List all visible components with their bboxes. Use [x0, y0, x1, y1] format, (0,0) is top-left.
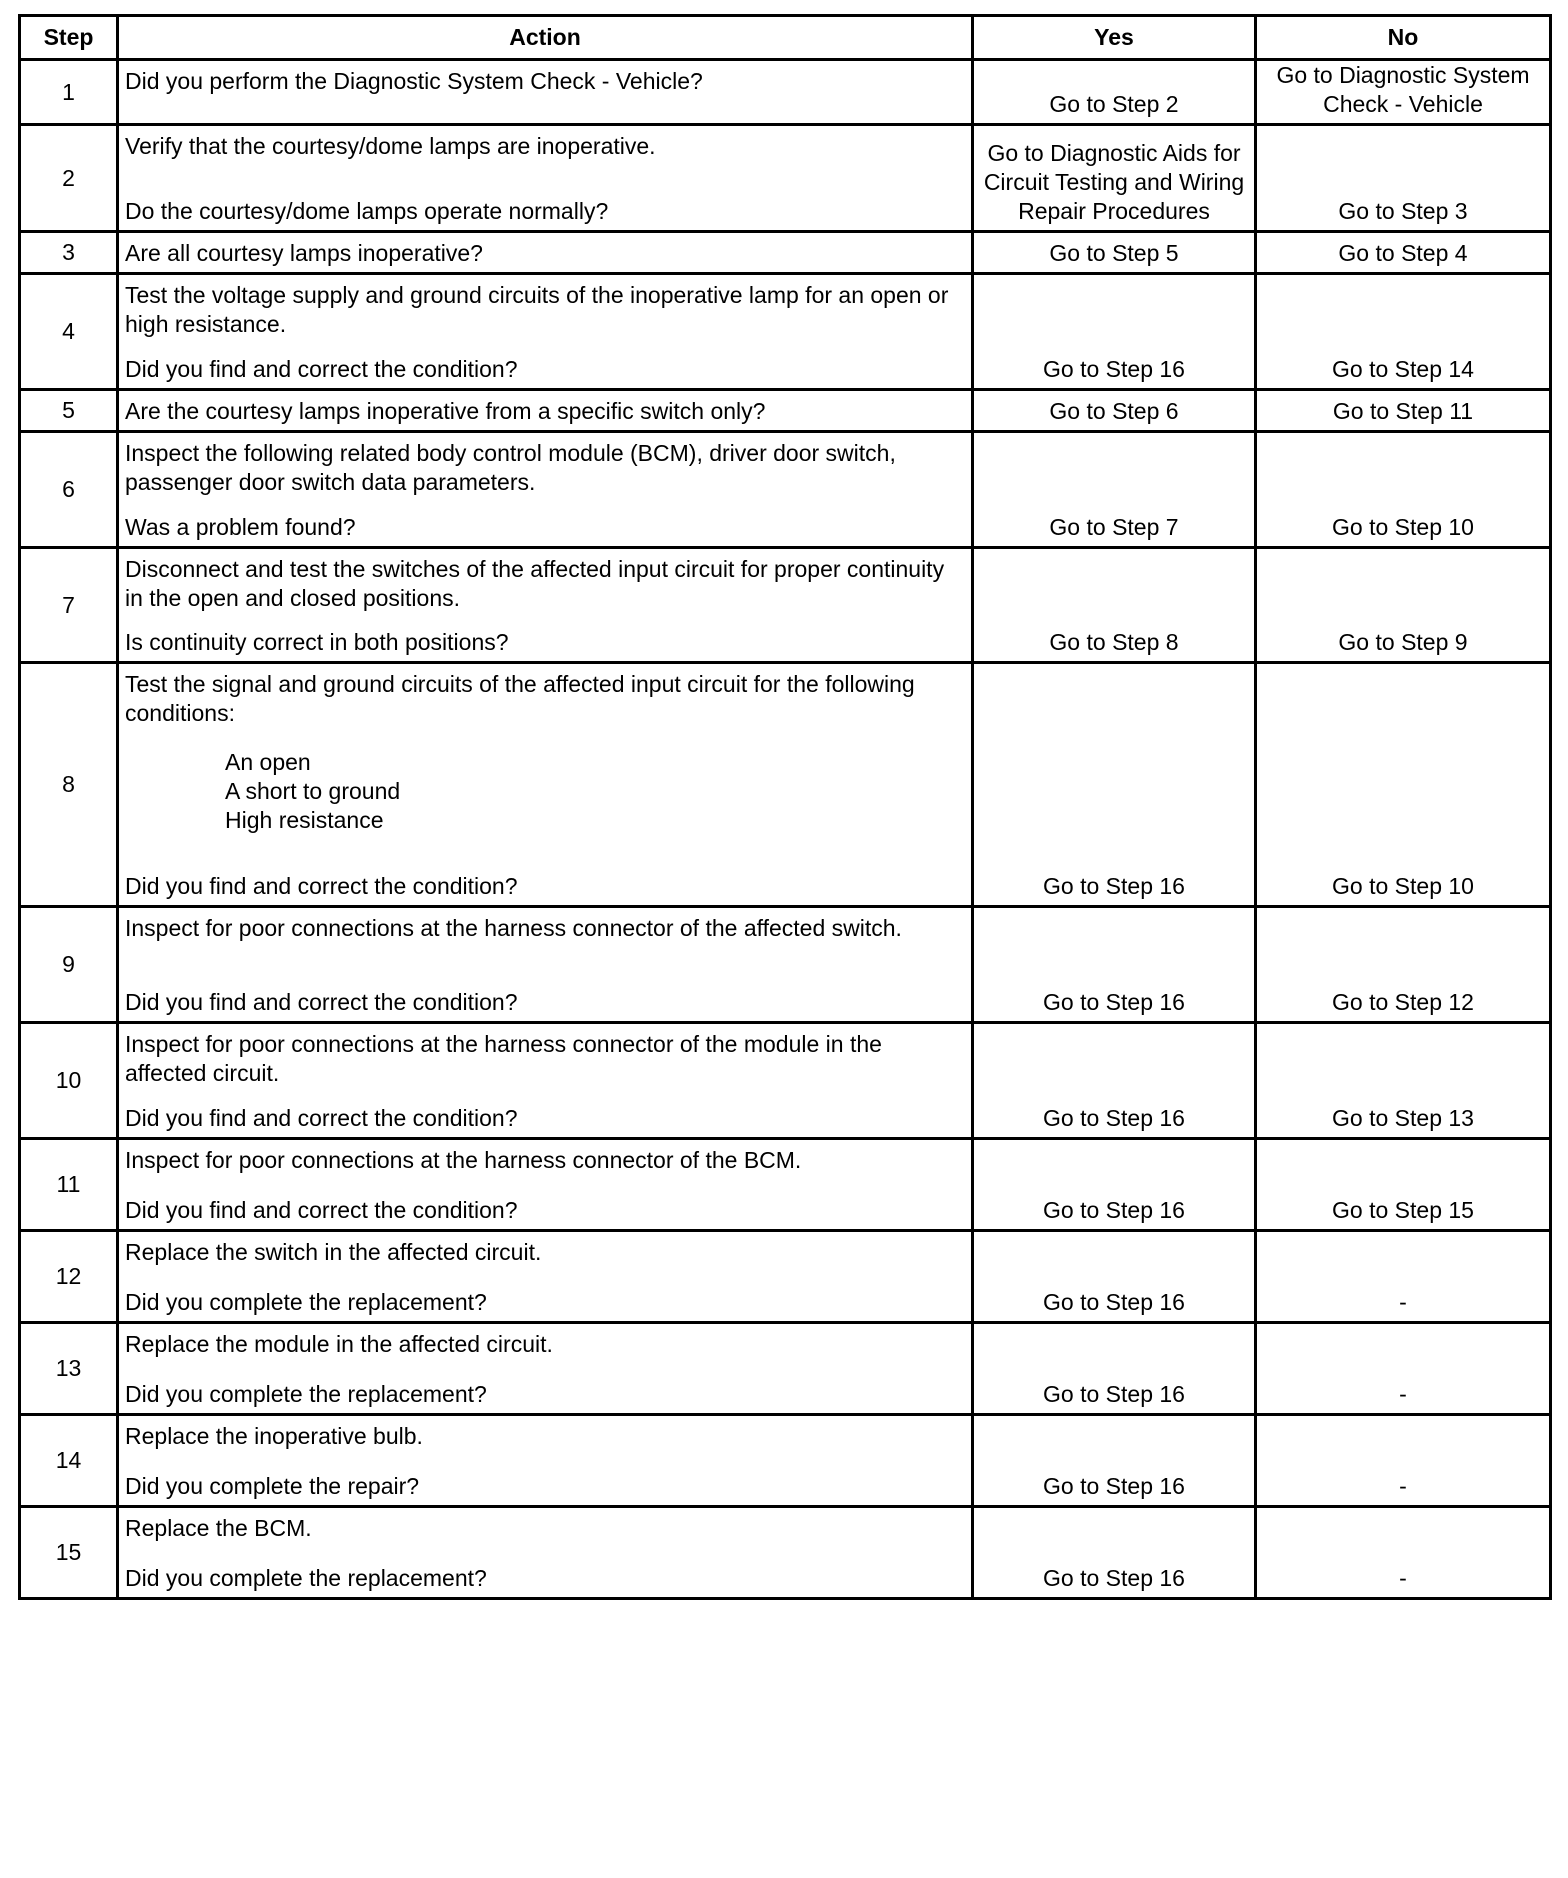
- no-result-cell: -: [1256, 1323, 1551, 1415]
- action-cell: [118, 1139, 973, 1231]
- action-cell: [118, 274, 973, 390]
- action-question-text: Was a problem found?: [125, 514, 356, 540]
- step-number-cell: 1: [20, 60, 118, 125]
- table-row: [20, 663, 1551, 907]
- table-row: [20, 548, 1551, 663]
- action-question-text: Did you find and correct the condition?: [125, 356, 518, 382]
- table-row: [20, 60, 1551, 125]
- step-number-cell: 10: [20, 1023, 118, 1139]
- action-cell: [118, 1231, 973, 1323]
- no-result-cell: Go to Step 3: [1256, 125, 1551, 232]
- action-instruction-text: Test the voltage supply and ground circuits of the inoperative lamp for an open or high resistance.: [125, 282, 949, 337]
- action-instruction-text: Inspect for poor connections at the harness connector of the affected switch.: [125, 915, 902, 941]
- table-row: [20, 1023, 1551, 1139]
- action-question-text: Did you complete the repair?: [125, 1473, 420, 1499]
- action-question-text: Is continuity correct in both positions?: [125, 629, 509, 655]
- yes-result-cell: Go to Step 6: [973, 390, 1256, 432]
- action-cell: [118, 1415, 973, 1507]
- action-cell: [118, 232, 973, 274]
- step-number-cell: 14: [20, 1415, 118, 1507]
- action-cell: [118, 1023, 973, 1139]
- header-no: No: [1256, 16, 1551, 60]
- header-yes: Yes: [973, 16, 1256, 60]
- yes-result-cell: Go to Diagnostic Aids for Circuit Testing and Wiring Repair Procedures: [973, 125, 1256, 232]
- action-instruction-text: Inspect for poor connections at the harness connector of the BCM.: [125, 1147, 802, 1173]
- no-result-cell: Go to Step 4: [1256, 232, 1551, 274]
- diagnostic-table: [18, 14, 1552, 1600]
- no-result-cell: Go to Step 15: [1256, 1139, 1551, 1231]
- table-row: [20, 274, 1551, 390]
- action-question-text: Do the courtesy/dome lamps operate normally?: [125, 198, 609, 224]
- header-row: [20, 16, 1551, 60]
- no-result-cell: Go to Step 13: [1256, 1023, 1551, 1139]
- no-result-cell: -: [1256, 1231, 1551, 1323]
- yes-result-cell: Go to Step 16: [973, 1507, 1256, 1599]
- action-question-text: Did you complete the replacement?: [125, 1381, 487, 1407]
- table-row: [20, 1139, 1551, 1231]
- step-number-cell: 8: [20, 663, 118, 907]
- yes-result-cell: Go to Step 16: [973, 1415, 1256, 1507]
- yes-result-cell: Go to Step 16: [973, 1023, 1256, 1139]
- action-instruction-text: Are the courtesy lamps inoperative from a specific switch only?: [125, 398, 766, 424]
- no-result-cell: Go to Step 9: [1256, 548, 1551, 663]
- step-number-cell: 6: [20, 432, 118, 548]
- yes-result-cell: Go to Step 16: [973, 663, 1256, 907]
- table-row: [20, 390, 1551, 432]
- action-instruction-text: Inspect the following related body control module (BCM), driver door switch, passenger door switch data parameters.: [125, 440, 896, 495]
- action-cell: [118, 1507, 973, 1599]
- yes-result-cell: Go to Step 16: [973, 1323, 1256, 1415]
- condition-list: [125, 748, 967, 835]
- table-row: [20, 1415, 1551, 1507]
- action-cell: [118, 60, 973, 125]
- step-number-cell: 2: [20, 125, 118, 232]
- no-result-cell: -: [1256, 1415, 1551, 1507]
- condition-list-item: A short to ground: [225, 778, 401, 804]
- action-instruction-text: Replace the switch in the affected circuit.: [125, 1239, 542, 1265]
- yes-result-cell: Go to Step 16: [973, 1231, 1256, 1323]
- step-number-cell: 13: [20, 1323, 118, 1415]
- action-question-text: Did you find and correct the condition?: [125, 873, 518, 899]
- table-row: [20, 907, 1551, 1023]
- action-cell: [118, 1323, 973, 1415]
- table-row: [20, 1231, 1551, 1323]
- yes-result-cell: Go to Step 16: [973, 907, 1256, 1023]
- yes-result-cell: Go to Step 16: [973, 274, 1256, 390]
- no-result-cell: -: [1256, 1507, 1551, 1599]
- action-question-text: Did you find and correct the condition?: [125, 1105, 518, 1131]
- action-question-text: Did you complete the replacement?: [125, 1289, 487, 1315]
- action-instruction-text: Replace the BCM.: [125, 1515, 312, 1541]
- action-instruction-text: Verify that the courtesy/dome lamps are inoperative.: [125, 133, 656, 159]
- action-cell: [118, 548, 973, 663]
- action-instruction-text: Are all courtesy lamps inoperative?: [125, 240, 483, 266]
- yes-result-cell: Go to Step 7: [973, 432, 1256, 548]
- step-number-cell: 7: [20, 548, 118, 663]
- action-question-text: Did you complete the replacement?: [125, 1565, 487, 1591]
- action-question-text: Did you find and correct the condition?: [125, 989, 518, 1015]
- action-instruction-text: Disconnect and test the switches of the affected input circuit for proper continuity in the open and closed positions.: [125, 556, 945, 611]
- header-step: Step: [20, 16, 118, 60]
- step-number-cell: 15: [20, 1507, 118, 1599]
- table-body: [20, 60, 1551, 1599]
- action-cell: [118, 125, 973, 232]
- action-instruction-text: Inspect for poor connections at the harness connector of the module in the affected circuit.: [125, 1031, 882, 1086]
- table-row: [20, 432, 1551, 548]
- step-number-cell: 12: [20, 1231, 118, 1323]
- no-result-cell: Go to Step 12: [1256, 907, 1551, 1023]
- action-cell: [118, 663, 973, 907]
- condition-list-item: High resistance: [225, 807, 384, 833]
- action-cell: [118, 432, 973, 548]
- table-row: [20, 232, 1551, 274]
- no-result-cell: Go to Step 10: [1256, 663, 1551, 907]
- no-result-cell: Go to Step 11: [1256, 390, 1551, 432]
- action-instruction-text: Test the signal and ground circuits of the affected input circuit for the following conditions:: [125, 671, 915, 726]
- diagnostic-table-container: [18, 14, 1549, 1600]
- header-action: Action: [118, 16, 973, 60]
- yes-result-cell: Go to Step 8: [973, 548, 1256, 663]
- action-cell: [118, 390, 973, 432]
- action-instruction-text: Did you perform the Diagnostic System Check - Vehicle?: [125, 68, 703, 94]
- action-cell: [118, 907, 973, 1023]
- action-instruction-text: Replace the module in the affected circuit.: [125, 1331, 553, 1357]
- condition-list-item: An open: [225, 749, 311, 775]
- yes-result-cell: Go to Step 2: [973, 60, 1256, 125]
- no-result-cell: Go to Step 10: [1256, 432, 1551, 548]
- table-row: [20, 1323, 1551, 1415]
- table-row: [20, 125, 1551, 232]
- yes-result-cell: Go to Step 5: [973, 232, 1256, 274]
- yes-result-cell: Go to Step 16: [973, 1139, 1256, 1231]
- table-row: [20, 1507, 1551, 1599]
- no-result-cell: Go to Step 14: [1256, 274, 1551, 390]
- step-number-cell: 11: [20, 1139, 118, 1231]
- step-number-cell: 4: [20, 274, 118, 390]
- step-number-cell: 3: [20, 232, 118, 274]
- no-result-cell: Go to Diagnostic System Check - Vehicle: [1256, 60, 1551, 125]
- step-number-cell: 5: [20, 390, 118, 432]
- action-instruction-text: Replace the inoperative bulb.: [125, 1423, 423, 1449]
- action-question-text: Did you find and correct the condition?: [125, 1197, 518, 1223]
- step-number-cell: 9: [20, 907, 118, 1023]
